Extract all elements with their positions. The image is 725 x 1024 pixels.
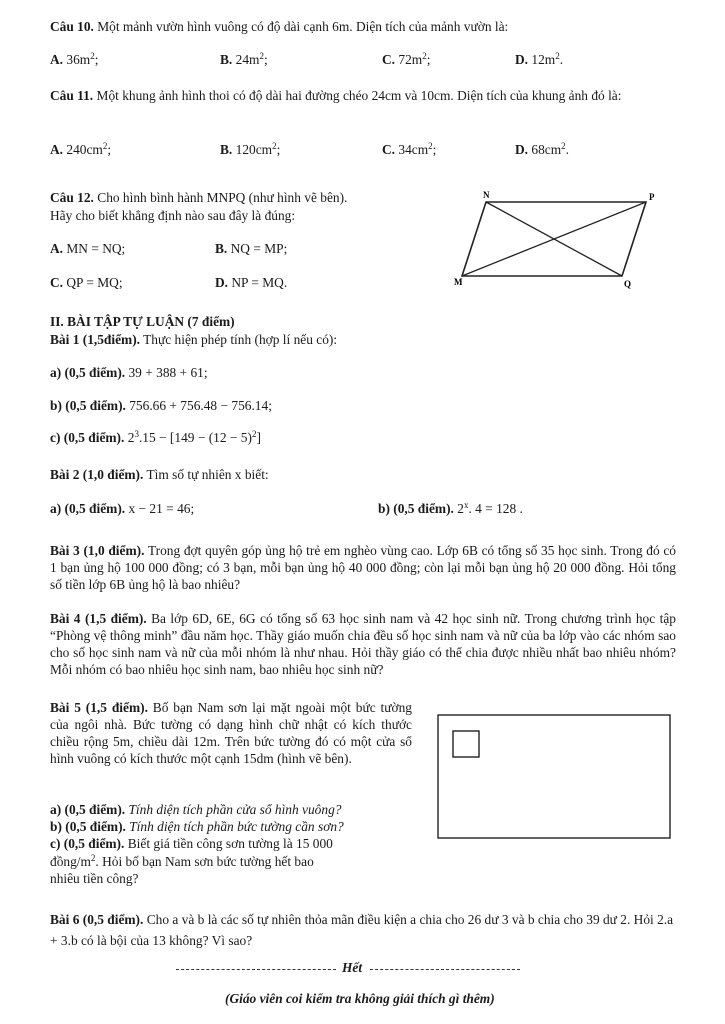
question-12 [50, 189, 347, 206]
bai-2-label: Bài 2 (1,0 điểm). [50, 467, 144, 482]
bai-5-a: a) (0,5 điểm). Tính diện tích phần cửa sổ hình vuông? [50, 802, 342, 817]
question-11-text: Một khung ảnh hình thoi có độ dài hai đường chéo 24cm và 10cm. Diện tích của khung ảnh đó là: [96, 88, 622, 103]
q12-option-c: C. QP = MQ; [50, 275, 123, 290]
bai-4-label: Bài 4 (1,5 điểm). [50, 611, 147, 626]
bai-1 [50, 331, 337, 348]
end-rule-right [370, 969, 520, 970]
bai-3-label: Bài 3 (1,0 điểm). [50, 543, 145, 558]
bai-4-text: Ba lớp 6D, 6E, 6G có tổng số 63 học sinh nam và 42 học sinh nữ. Trong chương trình học tập “Phòng vệ thông minh” đầu năm học. Thầy giáo muốn chia đều số học sinh nam và nữ của ba lớp vào các nhóm sao cho số học sinh nam và nữ của mỗi nhóm là như nhau. Hỏi thầy giáo có thể chia được nhiều nhất bao nhiêu nhóm? Mỗi nhóm có bao nhiêu học sinh nam, bao nhiêu học sinh nữ? [50, 611, 676, 678]
question-11 [50, 87, 678, 104]
bai-5-b: b) (0,5 điểm). Tính diện tích phần bức tường cần sơn? [50, 819, 344, 834]
question-11-label: Câu 11. [50, 88, 94, 103]
bai-5-label: Bài 5 (1,5 điểm). [50, 700, 148, 715]
bai-2-text: Tìm số tự nhiên x biết: [146, 467, 269, 482]
q11-option-d: D. $68cm^2$. [515, 141, 569, 157]
q12-option-b: B. NQ = MP; [215, 241, 288, 256]
bai-1-label: Bài 1 (1,5điểm). [50, 332, 141, 347]
end-rule-left [176, 969, 336, 970]
window-square [453, 731, 479, 757]
q10-option-a: A. $36m^2$; [50, 51, 99, 67]
bai-2 [50, 466, 269, 483]
bai-1-text: Thực hiện phép tính (hợp lí nếu có): [143, 332, 338, 347]
bai-5-c-line2: đồng/$m^2$. Hỏi bố bạn Nam sơn bức tường hết bao [50, 853, 314, 869]
q11-option-c: C. $34cm^2$; [382, 141, 437, 157]
bai-1-b: b) (0,5 điểm). 756.66 + 756.48 − 756.14; [50, 398, 272, 413]
bai-3-text: Trong đợt quyên góp ủng hộ trẻ em nghèo vùng cao. Lớp 6B có tổng số 35 học sinh. Trong đó có 1 bạn ủng hộ 100 000 đồng; có 3 bạn, mỗi bạn ủng hộ 40 000 đồng; còn lại mỗi bạn ủng hộ 20 000 đồng. Hỏi tổng số tiền lớp 6B ủng hộ là bao nhiêu? [50, 543, 676, 593]
bai-6-label: Bài 6 (0,5 điểm). [50, 912, 144, 927]
q12-option-d: D. NP = MQ. [215, 275, 288, 290]
question-12-label: Câu 12. [50, 190, 94, 205]
q10-option-b: B. $24m^2$; [220, 51, 268, 67]
q10-option-d: D. $12m^2$. [515, 51, 564, 67]
question-10 [50, 18, 508, 35]
vertex-label-q: Q [624, 279, 632, 289]
bai-4 [50, 610, 676, 679]
wall-figure [436, 712, 676, 842]
end-mark: Hết [342, 960, 363, 975]
part-2-heading: II. BÀI TẬP TỰ LUẬN (7 điểm) [50, 314, 235, 329]
q10-option-c: C. $72m^2$; [382, 51, 431, 67]
bai-5-c-line3: nhiêu tiền công? [50, 871, 139, 886]
bai-5 [50, 699, 412, 768]
bai-2-a: a) (0,5 điểm). x − 21 = 46; [50, 501, 195, 516]
vertex-label-p: P [649, 192, 655, 202]
question-12-line1: Cho hình bình hành MNPQ (như hình vẽ bên). [97, 190, 348, 205]
question-10-text: Một mảnh vườn hình vuông có độ dài cạnh 6m. Diện tích của mảnh vườn là: [97, 19, 509, 34]
q11-option-b: B. $120cm^2$; [220, 141, 281, 157]
wall-rectangle [438, 715, 670, 838]
bai-5-text: Bố bạn Nam sơn lại mặt ngoài một bức tường của ngôi nhà. Bức tường có dạng hình chữ nhật có kích thước chiều rộng 5m, chiều dài 12m. Trên bức tường đó có một cửa sổ hình vuông có kích thước một cạnh 15dm (hình vẽ bên). [50, 700, 412, 767]
parallelogram-figure [450, 188, 665, 293]
vertex-label-m: M [454, 277, 463, 287]
bai-3 [50, 542, 676, 593]
vertex-label-n: N [483, 190, 490, 200]
q12-option-a: A. MN = NQ; [50, 241, 126, 256]
question-10-label: Câu 10. [50, 19, 94, 34]
bai-6 [50, 910, 676, 952]
bai-1-c: c) (0,5 điểm). $2^3.15 - [149 - (12 - 5)^2]$ [50, 429, 261, 445]
diagonal-mp [462, 202, 646, 276]
footer-note: (Giáo viên coi kiểm tra không giải thích gì thêm) [225, 991, 495, 1006]
bai-1-a: a) (0,5 điểm). 39 + 388 + 61; [50, 365, 208, 380]
bai-5-c: c) (0,5 điểm). Biết giá tiền công sơn tường là 15 000 [50, 836, 333, 851]
bai-6-text: Cho a và b là các số tự nhiên thỏa mãn điều kiện a chia cho 26 dư 3 và b chia cho 39 dư 2. Hỏi 2.a + 3.b có là bội của 13 không? Vì sao? [50, 912, 674, 948]
bai-2-b: b) (0,5 điểm). 2$^x$. 4 = 128 . [378, 500, 523, 516]
question-12-line2: Hãy cho biết khẳng định nào sau đây là đúng: [50, 208, 296, 223]
q11-option-a: A. $240cm^2$; [50, 141, 112, 157]
